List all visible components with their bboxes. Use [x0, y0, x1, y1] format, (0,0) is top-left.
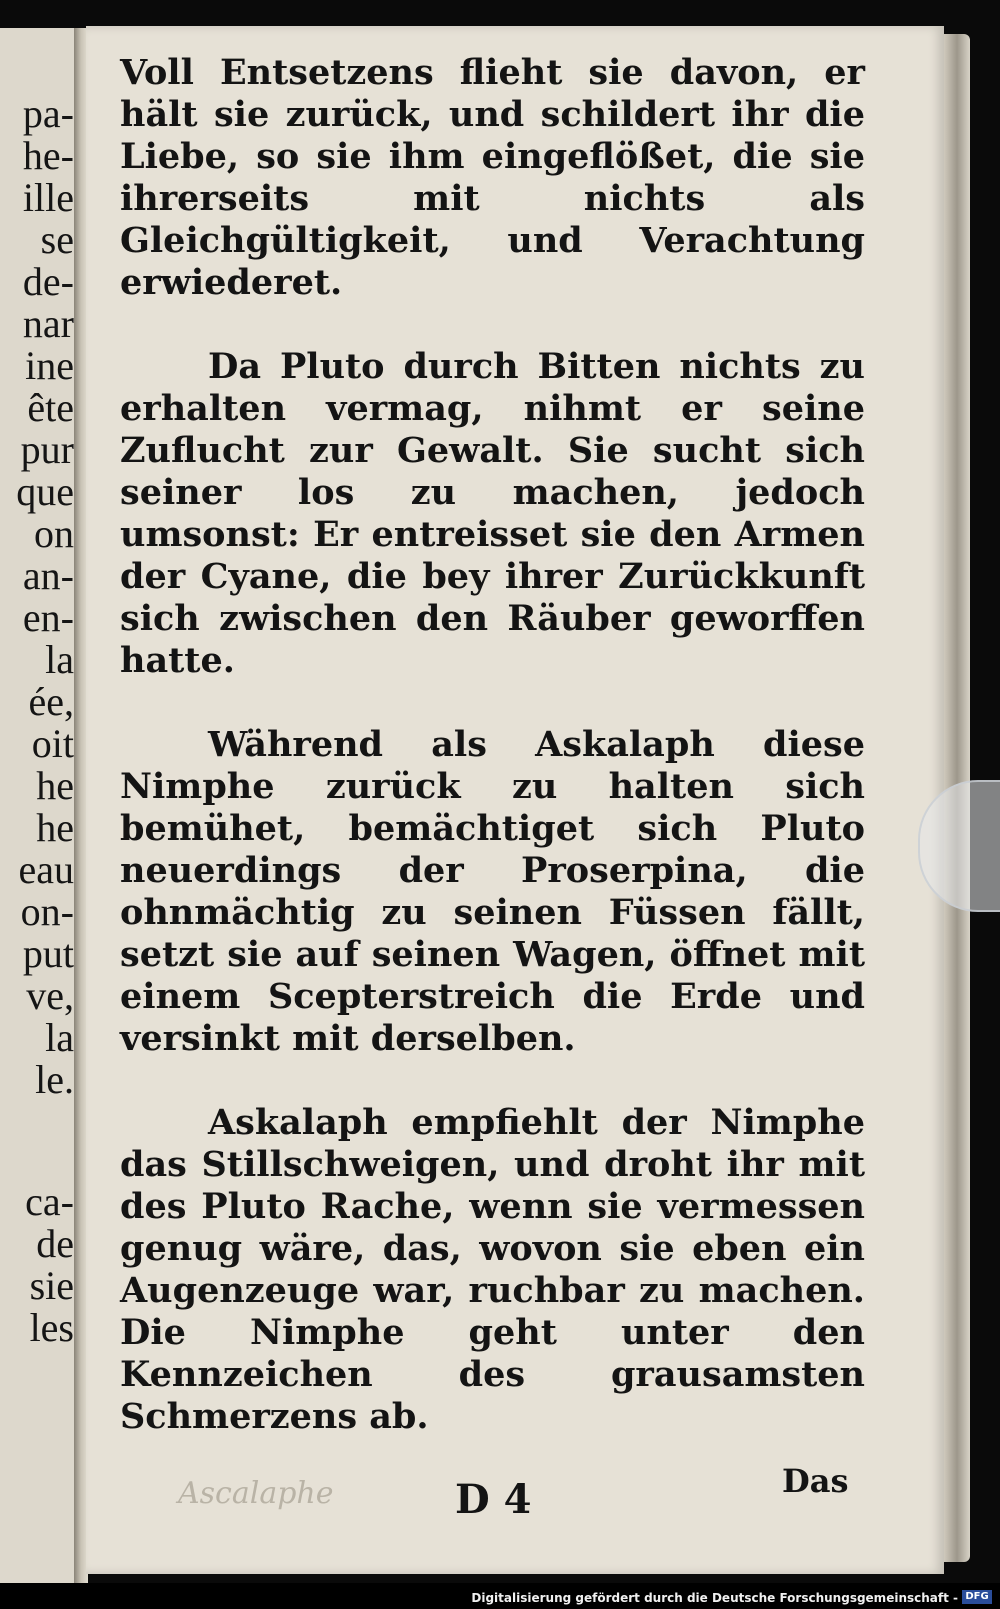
paragraph: Voll Entsetzens flieht sie davon, er hält sie zurück, und schildert ihr die Liebe, so sie ihm eingeflößet, die sie ihrerseits mit nichts als Gleichgültigkeit, und Verachtung erwiederet. [120, 52, 865, 303]
left-text-fragment: he- [22, 133, 74, 178]
left-text-fragment: la [45, 637, 74, 682]
left-text-fragment: oit [31, 721, 74, 766]
left-text-fragment: ca- [25, 1179, 74, 1224]
paragraph: Askalaph empfiehlt der Nimphe das Stillschweigen, und droht ihr mit des Pluto Rache, wenn sie vermessen genug wäre, das, wovon sie eben ein Augenzeuge war, ruchbar zu machen. Die Nimphe geht unter den Kennzeichen des grausamsten Schmerzens ab. [120, 1102, 865, 1437]
left-text-fragment: ine [25, 343, 74, 388]
left-text-fragment: he [36, 763, 74, 808]
left-text-fragment: de [36, 1221, 74, 1266]
left-text-fragment: se [40, 217, 74, 262]
credit-text: Digitalisierung gefördert durch die Deutsche Forschungsgemeinschaft - [471, 1591, 958, 1605]
signature-mark: D 4 [455, 1476, 532, 1523]
left-text-fragment: ve, [26, 973, 74, 1018]
left-text-fragment: le. [35, 1057, 74, 1102]
left-text-fragment: eau [18, 847, 74, 892]
left-text-fragment: sie [29, 1263, 74, 1308]
left-text-fragment: on [34, 511, 74, 556]
catchword: Das [782, 1462, 849, 1500]
left-text-fragment: en- [22, 595, 74, 640]
left-text-fragment: de- [22, 259, 74, 304]
page-text [120, 52, 865, 1480]
left-page [0, 28, 80, 1584]
left-text-fragment: les [29, 1305, 74, 1350]
dfg-logo-icon: DFG [962, 1590, 992, 1604]
credit-bar [0, 1583, 1000, 1609]
left-text-fragment: ille [22, 175, 74, 220]
left-text-fragment: que [16, 469, 74, 514]
paragraph: Da Pluto durch Bitten nichts zu erhalten vermag, nihmt er seine Zuflucht zur Gewalt. Sie sucht sich seiner los zu machen, jedoch umsonst: Er entreisset sie den Armen der Cyane, die bey ihrer Zurückkunft sich zwischen den Räuber geworffen hatte. [120, 346, 865, 681]
left-text-fragment: ête [27, 385, 74, 430]
show-through-text: Ascalaphe [178, 1476, 334, 1511]
left-text-fragment: pur [20, 427, 74, 472]
left-text-fragment: la [45, 1015, 74, 1060]
left-text-fragment: an- [22, 553, 74, 598]
left-text-fragment: nar [22, 301, 74, 346]
left-text-fragment: pa- [22, 91, 74, 136]
left-text-fragment: on- [20, 889, 74, 934]
paragraph: Während als Askalaph diese Nimphe zurück zu halten sich bemühet, bemächtiget sich Pluto neuerdings der Proserpina, die ohnmächtig zu seinen Füssen fällt, setzt sie auf seinen Wagen, öffnet mit einem Scepterstreich die Erde und versinkt mit derselben. [120, 724, 865, 1059]
left-text-fragment: he [36, 805, 74, 850]
left-text-fragment: ée, [28, 679, 74, 724]
left-text-fragment: put [22, 931, 74, 976]
